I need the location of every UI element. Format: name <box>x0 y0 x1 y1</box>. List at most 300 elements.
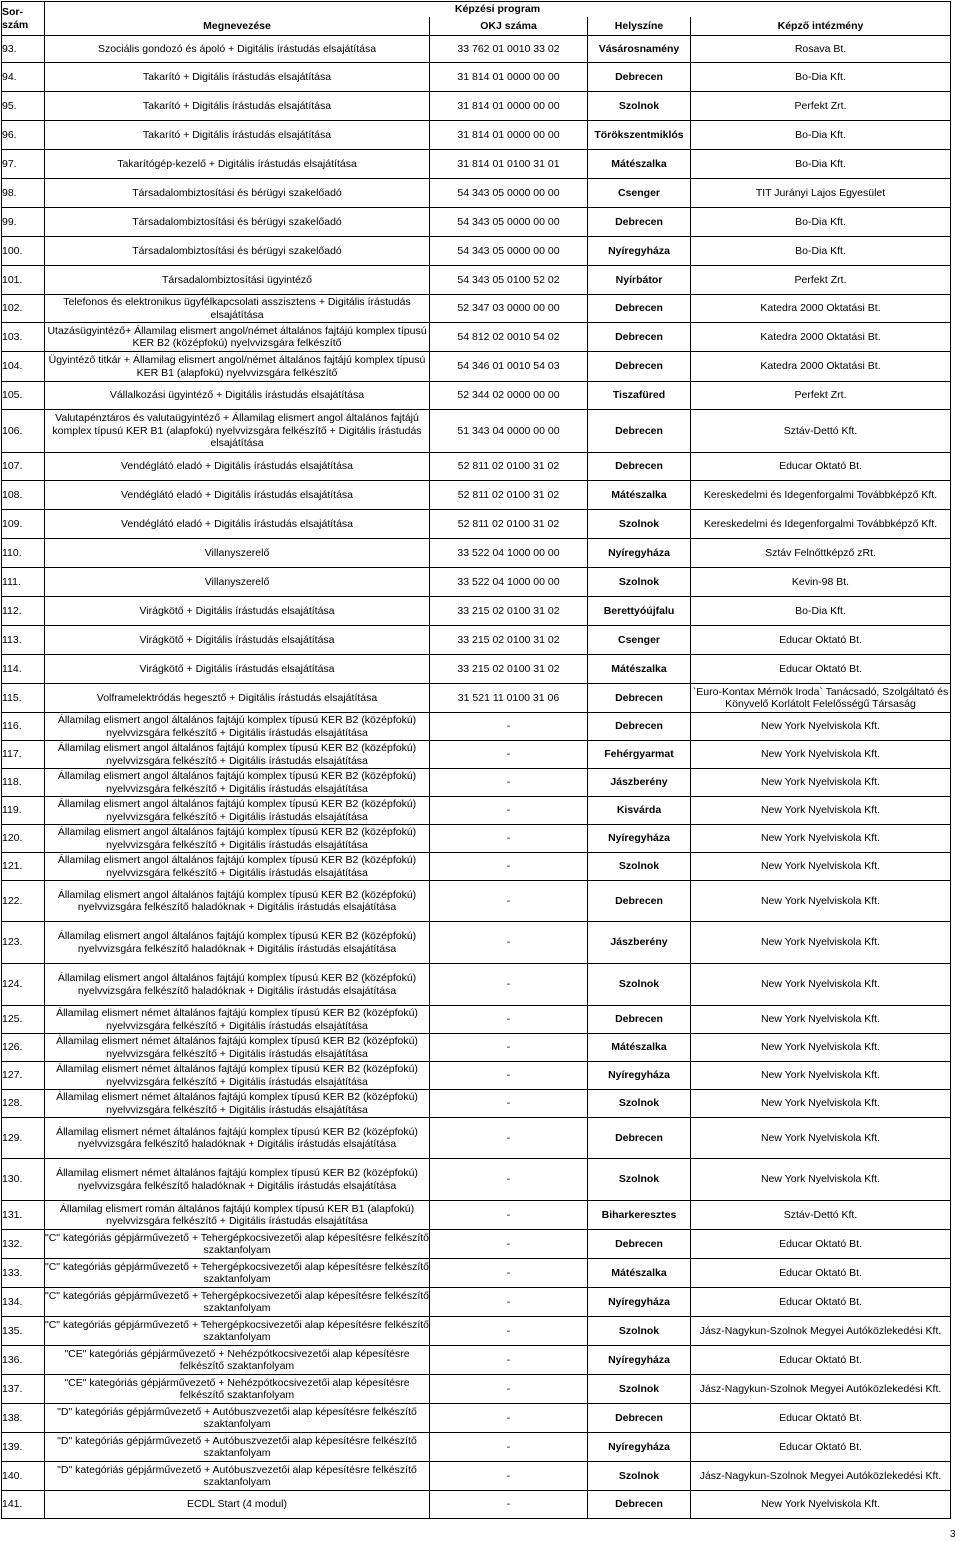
table-row <box>2 179 951 208</box>
okj-code: 31 814 01 0000 00 00 <box>430 92 588 121</box>
table-row <box>2 295 951 323</box>
okj-code: 52 811 02 0100 31 02 <box>430 481 588 510</box>
program-name: "C" kategóriás gépjárművezető + Tehergépkocsivezetői alap képesítésre felkészítő szaktanfolyam <box>45 1230 430 1259</box>
table-row <box>2 352 951 382</box>
program-name: Virágkötő + Digitális írástudás elsajátítása <box>45 655 430 684</box>
okj-code: 51 343 04 0000 00 00 <box>430 410 588 453</box>
program-name: Államilag elismert német általános fajtájú komplex típusú KER B2 (középfokú) nyelvvizsgára felkészítő + Digitális írástudás elsajátítása <box>45 1090 430 1118</box>
table-row <box>2 1346 951 1375</box>
table-row <box>2 382 951 410</box>
row-number: 129. <box>2 1118 45 1159</box>
okj-code: - <box>430 825 588 853</box>
institution: New York Nyelviskola Kft. <box>691 922 951 964</box>
table-row <box>2 1159 951 1201</box>
location: Csenger <box>588 626 691 655</box>
table-row <box>2 1201 951 1230</box>
table-row <box>2 453 951 481</box>
program-name: Társadalombiztosítási és bérügyi szakelőadó <box>45 208 430 237</box>
institution: Katedra 2000 Oktatási Bt. <box>691 323 951 352</box>
table-row <box>2 1433 951 1462</box>
row-number: 121. <box>2 853 45 881</box>
okj-code: - <box>430 1159 588 1201</box>
okj-code: 54 346 01 0010 54 03 <box>430 352 588 382</box>
program-name: Államilag elismert német általános fajtájú komplex típusú KER B2 (középfokú) nyelvvizsgára felkészítő haladóknak + Digitális írástudás elsajátítása <box>45 1159 430 1201</box>
location: Szolnok <box>588 1159 691 1201</box>
table-row <box>2 1034 951 1062</box>
table-row <box>2 121 951 150</box>
row-number: 119. <box>2 797 45 825</box>
institution: Perfekt Zrt. <box>691 382 951 410</box>
location: Szolnok <box>588 853 691 881</box>
table-row <box>2 266 951 295</box>
program-name: Vendéglátó eladó + Digitális írástudás elsajátítása <box>45 510 430 539</box>
program-name: "D" kategóriás gépjárművezető + Autóbuszvezetői alap képesítésre felkészítő szaktanfolyam <box>45 1462 430 1491</box>
header-okj: OKJ száma <box>430 17 588 36</box>
table-row <box>2 323 951 352</box>
okj-code: 54 812 02 0010 54 02 <box>430 323 588 352</box>
row-number: 93. <box>2 36 45 63</box>
okj-code: - <box>430 1288 588 1317</box>
row-number: 135. <box>2 1317 45 1346</box>
program-name: "CE" kategóriás gépjárművezető + Nehézpótkocsivezetői alap képesítésre felkészítő szaktanfolyam <box>45 1346 430 1375</box>
page-number: 3 <box>950 1529 956 1540</box>
row-number: 123. <box>2 922 45 964</box>
location: Debrecen <box>588 1118 691 1159</box>
institution: Rosava Bt. <box>691 36 951 63</box>
institution: Bo-Dia Kft. <box>691 597 951 626</box>
program-name: Államilag elismert angol általános fajtájú komplex típusú KER B2 (középfokú) nyelvvizsgára felkészítő + Digitális írástudás elsajátítása <box>45 825 430 853</box>
row-number: 127. <box>2 1062 45 1090</box>
table-row <box>2 797 951 825</box>
okj-code: - <box>430 1006 588 1034</box>
location: Jászberény <box>588 769 691 797</box>
location: Szolnok <box>588 1462 691 1491</box>
location: Debrecen <box>588 352 691 382</box>
institution: Kereskedelmi és Idegenforgalmi Továbbképző Kft. <box>691 510 951 539</box>
program-name: Takarító + Digitális írástudás elsajátítása <box>45 121 430 150</box>
location: Biharkeresztes <box>588 1201 691 1230</box>
table-row <box>2 769 951 797</box>
header-kepzo: Képző intézmény <box>691 17 951 36</box>
institution: New York Nyelviskola Kft. <box>691 1159 951 1201</box>
program-name: Villanyszerelő <box>45 568 430 597</box>
institution: Bo-Dia Kft. <box>691 150 951 179</box>
okj-code: - <box>430 713 588 741</box>
program-name: Volframelektródás hegesztő + Digitális írástudás elsajátítása <box>45 684 430 713</box>
institution: New York Nyelviskola Kft. <box>691 964 951 1006</box>
program-name: Államilag elismert angol általános fajtájú komplex típusú KER B2 (középfokú) nyelvvizsgára felkészítő + Digitális írástudás elsajátítása <box>45 769 430 797</box>
location: Kisvárda <box>588 797 691 825</box>
institution: `Euro-Kontax Mérnök Iroda` Tanácsadó, Szolgáltató és Könyvelő Korlátolt Felelősségű Társaság <box>691 684 951 713</box>
institution: New York Nyelviskola Kft. <box>691 713 951 741</box>
row-number: 109. <box>2 510 45 539</box>
institution: Bo-Dia Kft. <box>691 237 951 266</box>
okj-code: - <box>430 741 588 769</box>
program-name: Takarító + Digitális írástudás elsajátítása <box>45 92 430 121</box>
program-name: "C" kategóriás gépjárművezető + Tehergépkocsivezetői alap képesítésre felkészítő szaktanfolyam <box>45 1288 430 1317</box>
location: Debrecen <box>588 63 691 92</box>
row-number: 131. <box>2 1201 45 1230</box>
program-name: Államilag elismert angol általános fajtájú komplex típusú KER B2 (középfokú) nyelvvizsgára felkészítő haladóknak + Digitális írástudás elsajátítása <box>45 922 430 964</box>
location: Debrecen <box>588 684 691 713</box>
row-number: 104. <box>2 352 45 382</box>
program-name: Államilag elismert német általános fajtájú komplex típusú KER B2 (középfokú) nyelvvizsgára felkészítő + Digitális írástudás elsajátítása <box>45 1062 430 1090</box>
program-name: Társadalombiztosítási ügyintéző <box>45 266 430 295</box>
location: Mátészalka <box>588 1259 691 1288</box>
okj-code: 33 215 02 0100 31 02 <box>430 655 588 684</box>
table-row <box>2 597 951 626</box>
header-sorszam: Sor- szám <box>2 2 45 36</box>
institution: New York Nyelviskola Kft. <box>691 1491 951 1519</box>
okj-code: 52 811 02 0100 31 02 <box>430 453 588 481</box>
table-row <box>2 922 951 964</box>
location: Nyíregyháza <box>588 1288 691 1317</box>
program-name: ECDL Start (4 modul) <box>45 1491 430 1519</box>
okj-code: 52 811 02 0100 31 02 <box>430 510 588 539</box>
institution: New York Nyelviskola Kft. <box>691 1118 951 1159</box>
table-row <box>2 684 951 713</box>
location: Debrecen <box>588 1491 691 1519</box>
program-name: Takarító + Digitális írástudás elsajátítása <box>45 63 430 92</box>
header-kepzesi-program: Képzési program <box>45 2 951 18</box>
okj-code: 54 343 05 0000 00 00 <box>430 208 588 237</box>
row-number: 108. <box>2 481 45 510</box>
institution: New York Nyelviskola Kft. <box>691 825 951 853</box>
program-name: Ügyintéző titkár + Államilag elismert angol/német általános fajtájú komplex típusú KER B1 (alapfokú) nyelvvizsgára felkészítő <box>45 352 430 382</box>
location: Nyíregyháza <box>588 825 691 853</box>
location: Nyírbátor <box>588 266 691 295</box>
row-number: 128. <box>2 1090 45 1118</box>
okj-code: - <box>430 1090 588 1118</box>
row-number: 103. <box>2 323 45 352</box>
institution: Educar Oktató Bt. <box>691 655 951 684</box>
institution: TIT Jurányi Lajos Egyesület <box>691 179 951 208</box>
location: Jászberény <box>588 922 691 964</box>
table-row <box>2 1491 951 1519</box>
location: Debrecen <box>588 323 691 352</box>
program-name: Virágkötő + Digitális írástudás elsajátítása <box>45 626 430 655</box>
location: Szolnok <box>588 1375 691 1404</box>
location: Szolnok <box>588 92 691 121</box>
row-number: 99. <box>2 208 45 237</box>
institution: New York Nyelviskola Kft. <box>691 797 951 825</box>
row-number: 130. <box>2 1159 45 1201</box>
table-row <box>2 92 951 121</box>
table-row <box>2 1230 951 1259</box>
row-number: 117. <box>2 741 45 769</box>
location: Vásárosnamény <box>588 36 691 63</box>
row-number: 139. <box>2 1433 45 1462</box>
program-name: "C" kategóriás gépjárművezető + Tehergépkocsivezetői alap képesítésre felkészítő szaktanfolyam <box>45 1317 430 1346</box>
program-name: Szociális gondozó és ápoló + Digitális írástudás elsajátítása <box>45 36 430 63</box>
institution: Katedra 2000 Oktatási Bt. <box>691 352 951 382</box>
program-name: Államilag elismert német általános fajtájú komplex típusú KER B2 (középfokú) nyelvvizsgára felkészítő + Digitális írástudás elsajátítása <box>45 1034 430 1062</box>
okj-code: - <box>430 1346 588 1375</box>
program-name: Villanyszerelő <box>45 539 430 568</box>
location: Nyíregyháza <box>588 1433 691 1462</box>
table-row <box>2 1062 951 1090</box>
table-row <box>2 539 951 568</box>
row-number: 138. <box>2 1404 45 1433</box>
institution: Sztáv Felnőttképző zRt. <box>691 539 951 568</box>
institution: New York Nyelviskola Kft. <box>691 741 951 769</box>
location: Nyíregyháza <box>588 1346 691 1375</box>
okj-code: 31 521 11 0100 31 06 <box>430 684 588 713</box>
okj-code: - <box>430 881 588 922</box>
table-row <box>2 36 951 63</box>
table-row <box>2 568 951 597</box>
institution: Kevin-98 Bt. <box>691 568 951 597</box>
program-name: Államilag elismert angol általános fajtájú komplex típusú KER B2 (középfokú) nyelvvizsgára felkészítő + Digitális írástudás elsajátítása <box>45 853 430 881</box>
location: Szolnok <box>588 1317 691 1346</box>
row-number: 116. <box>2 713 45 741</box>
okj-code: 31 814 01 0000 00 00 <box>430 121 588 150</box>
program-name: Utazásügyintéző+ Államilag elismert angol/német általános fajtájú komplex típusú KER B2 (középfokú) nyelvvizsgára felkészítő <box>45 323 430 352</box>
location: Tiszafüred <box>588 382 691 410</box>
table-row <box>2 825 951 853</box>
table-row <box>2 655 951 684</box>
institution: New York Nyelviskola Kft. <box>691 1006 951 1034</box>
okj-code: 31 814 01 0100 31 01 <box>430 150 588 179</box>
program-name: Államilag elismert angol általános fajtájú komplex típusú KER B2 (középfokú) nyelvvizsgára felkészítő + Digitális írástudás elsajátítása <box>45 797 430 825</box>
location: Szolnok <box>588 568 691 597</box>
location: Debrecen <box>588 881 691 922</box>
okj-code: 54 343 05 0000 00 00 <box>430 179 588 208</box>
header-row-2 <box>2 17 951 36</box>
table-row <box>2 150 951 179</box>
row-number: 114. <box>2 655 45 684</box>
institution: Educar Oktató Bt. <box>691 1288 951 1317</box>
institution: Jász-Nagykun-Szolnok Megyei Autóközlekedési Kft. <box>691 1317 951 1346</box>
row-number: 137. <box>2 1375 45 1404</box>
okj-code: 33 522 04 1000 00 00 <box>430 568 588 597</box>
okj-code: - <box>430 1201 588 1230</box>
header-megnevezese: Megnevezése <box>45 17 430 36</box>
table-row <box>2 410 951 453</box>
table-row <box>2 881 951 922</box>
program-name: "C" kategóriás gépjárművezető + Tehergépkocsivezetői alap képesítésre felkészítő szaktanfolyam <box>45 1259 430 1288</box>
okj-code: - <box>430 1317 588 1346</box>
okj-code: - <box>430 964 588 1006</box>
row-number: 134. <box>2 1288 45 1317</box>
okj-code: 33 215 02 0100 31 02 <box>430 597 588 626</box>
okj-code: - <box>430 853 588 881</box>
table-row <box>2 626 951 655</box>
okj-code: - <box>430 1259 588 1288</box>
table-row <box>2 964 951 1006</box>
institution: Bo-Dia Kft. <box>691 208 951 237</box>
row-number: 94. <box>2 63 45 92</box>
program-name: Társadalombiztosítási és bérügyi szakelőadó <box>45 179 430 208</box>
program-name: Társadalombiztosítási és bérügyi szakelőadó <box>45 237 430 266</box>
table-row <box>2 1462 951 1491</box>
institution: Educar Oktató Bt. <box>691 1404 951 1433</box>
row-number: 133. <box>2 1259 45 1288</box>
table-row <box>2 63 951 92</box>
table-row <box>2 237 951 266</box>
location: Debrecen <box>588 1006 691 1034</box>
okj-code: - <box>430 1062 588 1090</box>
institution: Educar Oktató Bt. <box>691 1259 951 1288</box>
program-name: Államilag elismert angol általános fajtájú komplex típusú KER B2 (középfokú) nyelvvizsgára felkészítő + Digitális írástudás elsajátítása <box>45 713 430 741</box>
location: Törökszentmiklós <box>588 121 691 150</box>
program-name: Vállalkozási ügyintéző + Digitális írástudás elsajátítása <box>45 382 430 410</box>
table-row <box>2 208 951 237</box>
location: Debrecen <box>588 295 691 323</box>
institution: Educar Oktató Bt. <box>691 1346 951 1375</box>
row-number: 141. <box>2 1491 45 1519</box>
institution: Sztáv-Dettó Kft. <box>691 410 951 453</box>
institution: New York Nyelviskola Kft. <box>691 1034 951 1062</box>
table-row <box>2 741 951 769</box>
institution: Perfekt Zrt. <box>691 266 951 295</box>
location: Nyíregyháza <box>588 237 691 266</box>
program-name: Államilag elismert angol általános fajtájú komplex típusú KER B2 (középfokú) nyelvvizsgára felkészítő + Digitális írástudás elsajátítása <box>45 741 430 769</box>
row-number: 136. <box>2 1346 45 1375</box>
okj-code: - <box>430 1230 588 1259</box>
location: Szolnok <box>588 510 691 539</box>
institution: Katedra 2000 Oktatási Bt. <box>691 295 951 323</box>
row-number: 118. <box>2 769 45 797</box>
table-body <box>2 36 951 1519</box>
location: Debrecen <box>588 410 691 453</box>
row-number: 122. <box>2 881 45 922</box>
okj-code: - <box>430 769 588 797</box>
row-number: 102. <box>2 295 45 323</box>
okj-code: - <box>430 797 588 825</box>
row-number: 140. <box>2 1462 45 1491</box>
institution: New York Nyelviskola Kft. <box>691 769 951 797</box>
program-name: Vendéglátó eladó + Digitális írástudás elsajátítása <box>45 453 430 481</box>
program-name: "CE" kategóriás gépjárművezető + Nehézpótkocsivezetői alap képesítésre felkészítő szaktanfolyam <box>45 1375 430 1404</box>
institution: Jász-Nagykun-Szolnok Megyei Autóközlekedési Kft. <box>691 1462 951 1491</box>
okj-code: - <box>430 922 588 964</box>
row-number: 126. <box>2 1034 45 1062</box>
program-name: "D" kategóriás gépjárművezető + Autóbuszvezetői alap képesítésre felkészítő szaktanfolyam <box>45 1433 430 1462</box>
location: Mátészalka <box>588 655 691 684</box>
row-number: 132. <box>2 1230 45 1259</box>
okj-code: - <box>430 1118 588 1159</box>
location: Mátészalka <box>588 1034 691 1062</box>
okj-code: 52 347 03 0000 00 00 <box>430 295 588 323</box>
institution: New York Nyelviskola Kft. <box>691 1090 951 1118</box>
okj-code: - <box>430 1375 588 1404</box>
institution: New York Nyelviskola Kft. <box>691 853 951 881</box>
row-number: 110. <box>2 539 45 568</box>
program-name: Államilag elismert román általános fajtájú komplex típusú KER B1 (alapfokú) nyelvvizsgára felkészítő + Digitális írástudás elsajátítása <box>45 1201 430 1230</box>
okj-code: - <box>430 1491 588 1519</box>
okj-code: 52 344 02 0000 00 00 <box>430 382 588 410</box>
institution: Bo-Dia Kft. <box>691 121 951 150</box>
program-name: "D" kategóriás gépjárművezető + Autóbuszvezetői alap képesítésre felkészítő szaktanfolyam <box>45 1404 430 1433</box>
row-number: 112. <box>2 597 45 626</box>
okj-code: 54 343 05 0100 52 02 <box>430 266 588 295</box>
institution: Kereskedelmi és Idegenforgalmi Továbbképző Kft. <box>691 481 951 510</box>
table-row <box>2 1259 951 1288</box>
table-row <box>2 510 951 539</box>
location: Csenger <box>588 179 691 208</box>
location: Nyíregyháza <box>588 539 691 568</box>
program-name: Államilag elismert angol általános fajtájú komplex típusú KER B2 (középfokú) nyelvvizsgára felkészítő haladóknak + Digitális írástudás elsajátítása <box>45 881 430 922</box>
program-name: Államilag elismert német általános fajtájú komplex típusú KER B2 (középfokú) nyelvvizsgára felkészítő haladóknak + Digitális írástudás elsajátítása <box>45 1118 430 1159</box>
table-row <box>2 1118 951 1159</box>
table-row <box>2 1006 951 1034</box>
institution: Jász-Nagykun-Szolnok Megyei Autóközlekedési Kft. <box>691 1375 951 1404</box>
okj-code: 54 343 05 0000 00 00 <box>430 237 588 266</box>
location: Berettyóújfalu <box>588 597 691 626</box>
row-number: 111. <box>2 568 45 597</box>
row-number: 101. <box>2 266 45 295</box>
institution: Sztáv-Dettó Kft. <box>691 1201 951 1230</box>
location: Debrecen <box>588 453 691 481</box>
header-helyszine: Helyszíne <box>588 17 691 36</box>
institution: Bo-Dia Kft. <box>691 63 951 92</box>
institution: Educar Oktató Bt. <box>691 453 951 481</box>
row-number: 100. <box>2 237 45 266</box>
program-name: Valutapénztáros és valutaügyintéző + Államilag elismert angol általános fajtájú komplex típusú KER B1 (alapfokú) nyelvvizsgára felkészítő + Digitális írástudás elsajátítása <box>45 410 430 453</box>
header-row-1 <box>2 2 951 18</box>
institution: New York Nyelviskola Kft. <box>691 881 951 922</box>
okj-code: - <box>430 1433 588 1462</box>
location: Debrecen <box>588 1230 691 1259</box>
institution: Perfekt Zrt. <box>691 92 951 121</box>
table-row <box>2 481 951 510</box>
table-row <box>2 713 951 741</box>
row-number: 124. <box>2 964 45 1006</box>
program-name: Vendéglátó eladó + Digitális írástudás elsajátítása <box>45 481 430 510</box>
row-number: 106. <box>2 410 45 453</box>
row-number: 107. <box>2 453 45 481</box>
location: Debrecen <box>588 1404 691 1433</box>
program-name: Telefonos és elektronikus ügyfélkapcsolati asszisztens + Digitális írástudás elsajátítása <box>45 295 430 323</box>
table-row <box>2 853 951 881</box>
row-number: 95. <box>2 92 45 121</box>
institution: New York Nyelviskola Kft. <box>691 1062 951 1090</box>
location: Debrecen <box>588 208 691 237</box>
table-row <box>2 1090 951 1118</box>
program-name: Takarítógép-kezelő + Digitális írástudás elsajátítása <box>45 150 430 179</box>
program-name: Államilag elismert angol általános fajtájú komplex típusú KER B2 (középfokú) nyelvvizsgára felkészítő haladóknak + Digitális írástudás elsajátítása <box>45 964 430 1006</box>
okj-code: - <box>430 1462 588 1491</box>
row-number: 113. <box>2 626 45 655</box>
table-row <box>2 1375 951 1404</box>
table-row <box>2 1404 951 1433</box>
location: Mátészalka <box>588 481 691 510</box>
training-programs-table <box>1 1 951 1519</box>
row-number: 120. <box>2 825 45 853</box>
table-row <box>2 1317 951 1346</box>
location: Debrecen <box>588 713 691 741</box>
row-number: 115. <box>2 684 45 713</box>
okj-code: 33 522 04 1000 00 00 <box>430 539 588 568</box>
okj-code: 33 215 02 0100 31 02 <box>430 626 588 655</box>
okj-code: - <box>430 1034 588 1062</box>
program-name: Államilag elismert német általános fajtájú komplex típusú KER B2 (középfokú) nyelvvizsgára felkészítő + Digitális írástudás elsajátítása <box>45 1006 430 1034</box>
okj-code: - <box>430 1404 588 1433</box>
row-number: 96. <box>2 121 45 150</box>
row-number: 98. <box>2 179 45 208</box>
row-number: 125. <box>2 1006 45 1034</box>
table-row <box>2 1288 951 1317</box>
location: Mátészalka <box>588 150 691 179</box>
location: Nyíregyháza <box>588 1062 691 1090</box>
location: Szolnok <box>588 1090 691 1118</box>
row-number: 105. <box>2 382 45 410</box>
row-number: 97. <box>2 150 45 179</box>
location: Fehérgyarmat <box>588 741 691 769</box>
okj-code: 33 762 01 0010 33 02 <box>430 36 588 63</box>
institution: Educar Oktató Bt. <box>691 626 951 655</box>
